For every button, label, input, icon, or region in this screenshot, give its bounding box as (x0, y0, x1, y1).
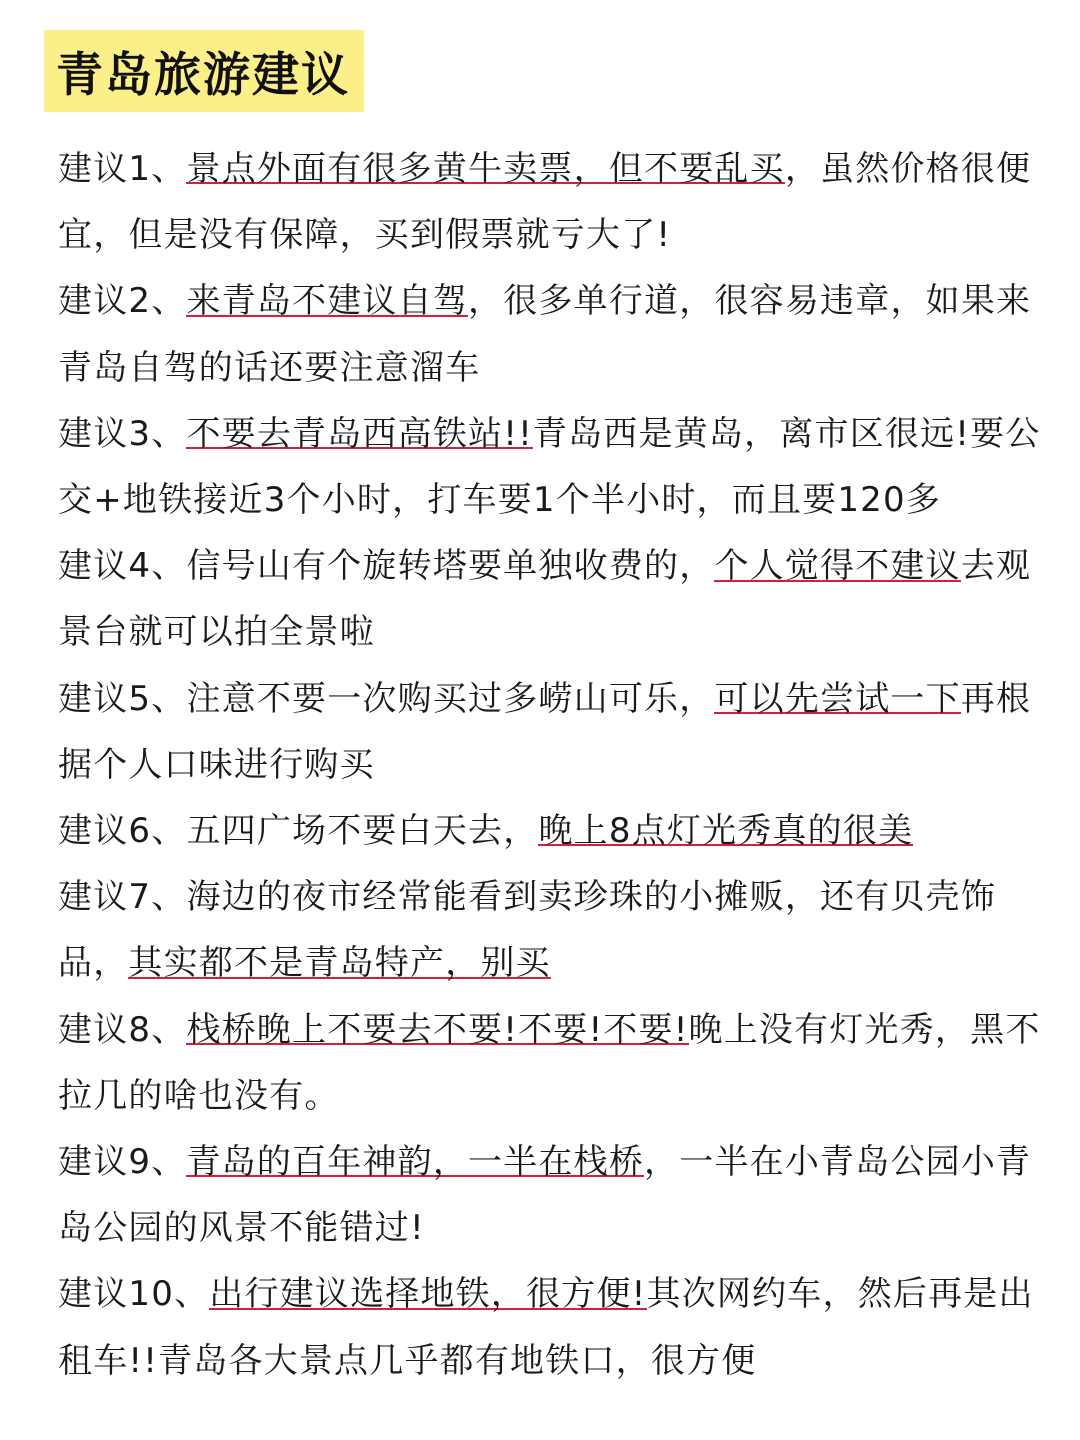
tip-underlined-text: 栈桥晚上不要去不要!不要!不要! (186, 1009, 689, 1050)
tip-label: 建议4、 (58, 546, 187, 587)
tip-underlined-text: 不要去青岛西高铁站!! (186, 413, 533, 454)
tip-text: ，虽然价格很便宜，但是没有保障，买到假票就亏大了! (58, 149, 1032, 256)
tip-label: 建议1、 (58, 149, 187, 189)
tip-label: 建议8、 (58, 1009, 187, 1050)
tip-item (58, 1261, 1048, 1393)
tip-text: 再根据个人口味进行购买 (58, 678, 1032, 785)
tip-underlined-text: 可以先尝试一下 (714, 678, 961, 719)
tip-label: 建议9、 (58, 1142, 187, 1183)
tip-item (58, 798, 1048, 864)
page-title: 青岛旅游建议 (56, 47, 350, 103)
tip-underlined-text: 其实都不是青岛特产，别买 (128, 943, 551, 984)
tip-underlined-text: 青岛的百年神韵，一半在栈桥 (186, 1142, 645, 1183)
tip-item (58, 268, 1048, 400)
tip-label: 建议6、 (58, 811, 187, 852)
tip-text: 去观景台就可以拍全景啦 (58, 546, 1032, 653)
tip-label: 建议10、 (58, 1274, 210, 1315)
tip-item (58, 864, 1048, 996)
tip-text: ，一半在小青岛公园小青岛公园的风景不能错过! (58, 1142, 1032, 1249)
tip-item (58, 666, 1048, 798)
tip-label: 建议2、 (58, 281, 187, 322)
tip-underlined-text: 出行建议选择地铁，很方便! (209, 1274, 647, 1315)
tip-item (58, 136, 1048, 268)
tip-underlined-text: 晚上8点灯光秀真的很美 (538, 811, 914, 852)
tip-item (58, 997, 1048, 1129)
title-highlight (44, 30, 364, 112)
tip-underlined-text: 个人觉得不建议 (714, 546, 961, 587)
tip-label: 建议7、 (58, 877, 187, 918)
tip-label: 建议5、 (58, 678, 187, 719)
tip-item (58, 401, 1048, 533)
tip-text: 五四广场不要白天去， (186, 811, 539, 852)
tip-item (58, 1129, 1048, 1261)
tip-text: 注意不要一次购买过多崂山可乐， (186, 678, 715, 719)
tip-underlined-text: 来青岛不建议自驾 (186, 281, 469, 322)
tip-item (58, 533, 1048, 665)
tip-text: 信号山有个旋转塔要单独收费的， (186, 546, 715, 587)
tip-text: 晚上没有灯光秀，黑不拉几的啥也没有。 (58, 1009, 1041, 1116)
tip-underlined-text: 景点外面有很多黄牛卖票，但不要乱买 (186, 149, 785, 189)
tip-text: 其次网约车，然后再是出租车!!青岛各大景点几乎都有地铁口，很方便 (58, 1274, 1034, 1381)
tip-text: 青岛西是黄岛，离市区很远!要公交+地铁接近3个小时，打车要1个半小时，而且要120多 (58, 413, 1041, 521)
tip-text: ，很多单行道，很容易违章，如果来青岛自驾的话还要注意溜车 (58, 281, 1032, 388)
tip-label: 建议3、 (58, 413, 187, 454)
tips-list (58, 136, 1048, 1394)
tip-text: 海边的夜市经常能看到卖珍珠的小摊贩，还有贝壳饰品， (58, 877, 997, 984)
